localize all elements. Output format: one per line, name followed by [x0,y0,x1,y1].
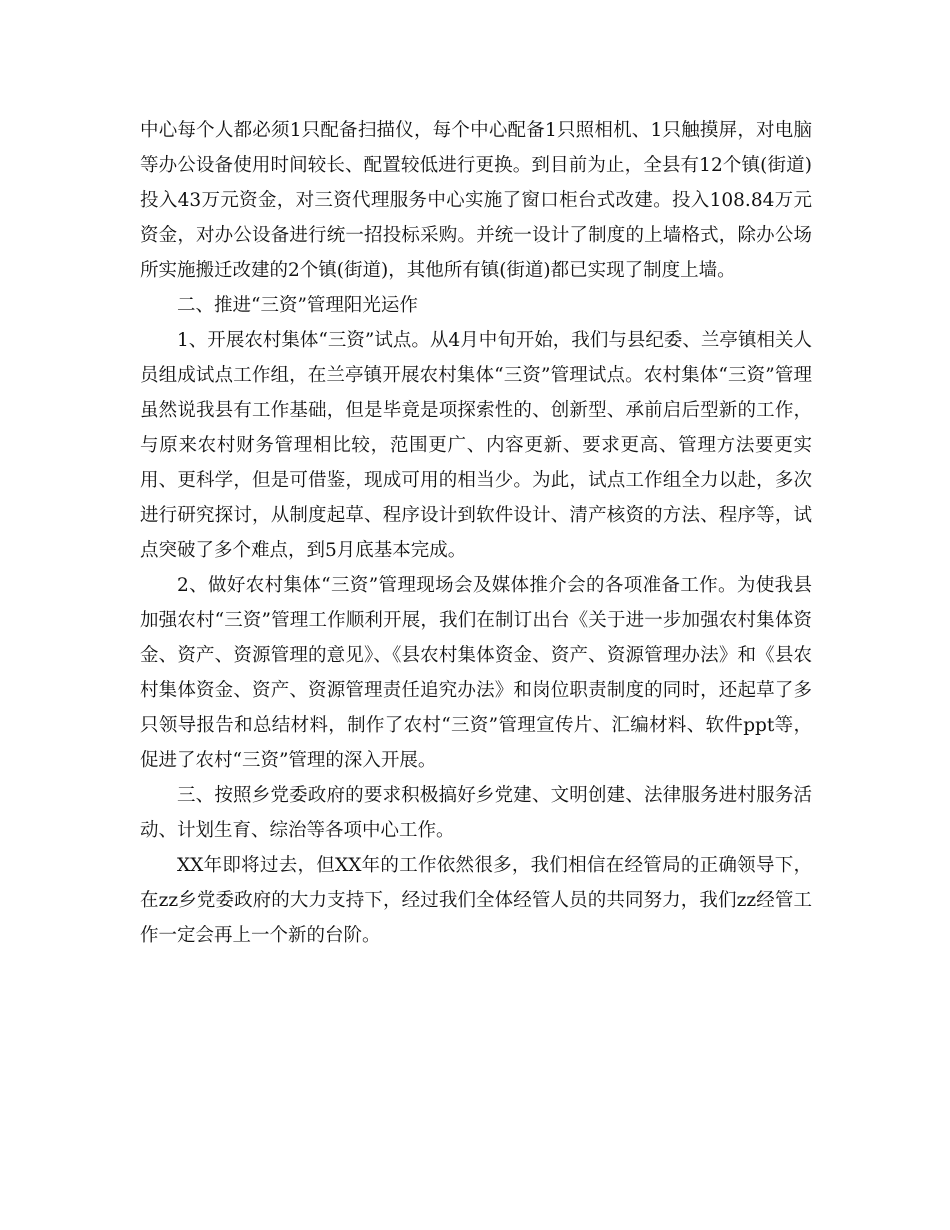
paragraph-item-two: 2、做好农村集体“三资”管理现场会及媒体推介会的各项准备工作。为使我县加强农村“三资”管理工作顺利开展，我们在制订出台《关于进一步加强农村集体资金、资产、资源管理的意见》、《县农村集体资金、资产、资源管理办法》和《县农村集体资金、资产、资源管理责任追究办法》和岗位职责制度的同时，还起草了多只领导报告和总结材料，制作了农村“三资”管理宣传片、汇编材料、软件ppt等，促进了农村“三资”管理的深入开展。 [140,575,812,771]
section-heading-three: 三、按照乡党委政府的要求积极搞好乡党建、文明创建、法律服务进村服务活动、计划生育、综治等各项中心工作。 [140,785,812,841]
paragraph-continuation: 中心每个人都必须1只配备扫描仪，每个中心配备1只照相机、1只触摸屏，对电脑等办公设备使用时间较长、配置较低进行更换。到目前为止，全县有12个镇(街道)投入43万元资金，对三资代理服务中心实施了窗口柜台式改建。投入108.84万元资金，对办公设备进行统一招投标采购。并统一设计了制度的上墙格式，除办公场所实施搬迁改建的2个镇(街道)，其他所有镇(街道)都已实现了制度上墙。 [140,120,812,281]
paragraph-conclusion: XX年即将过去，但XX年的工作依然很多，我们相信在经管局的正确领导下，在zz乡党委政府的大力支持下，经过我们全体经管人员的共同努力，我们zz经管工作一定会再上一个新的台阶。 [140,855,812,946]
paragraph-item-one: 1、开展农村集体“三资”试点。从4月中旬开始，我们与县纪委、兰亭镇相关人员组成试点工作组，在兰亭镇开展农村集体“三资”管理试点。农村集体“三资”管理虽然说我县有工作基础，但是毕竟是项探索性的、创新型、承前启后型新的工作，与原来农村财务管理相比较，范围更广、内容更新、要求更高、管理方法要更实用、更科学，但是可借鉴，现成可用的相当少。为此，试点工作组全力以赴，多次进行研究探讨，从制度起草、程序设计到软件设计、清产核资的方法、程序等，试点突破了多个难点，到5月底基本完成。 [140,330,812,561]
section-heading-two: 二、推进“三资”管理阳光运作 [177,295,418,316]
document-body [140,113,812,953]
